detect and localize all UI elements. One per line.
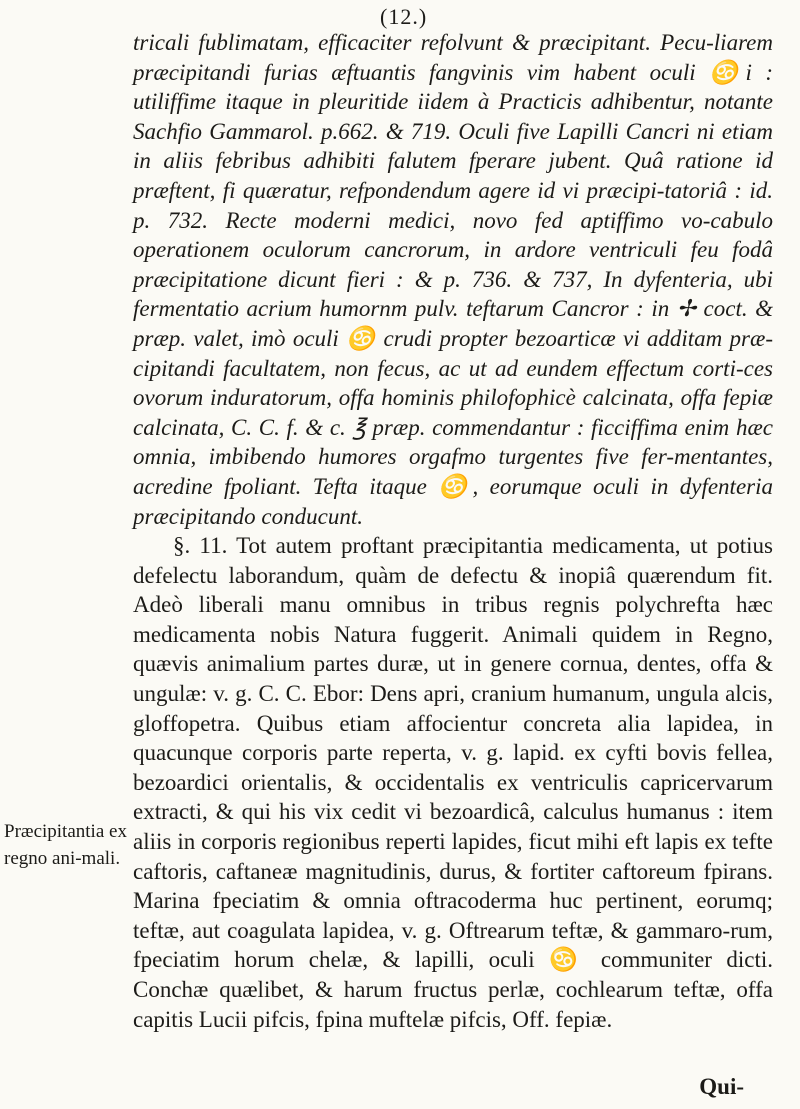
paragraph-italic-continuation: tricali fublimatam, efficaciter refolvunt & præcipitant. Pecu-liarem præcipitandi furias æftuantis fangvinis vim habent oculi ♋i : utiliffime itaque in pleuritide iidem à Practicis adhibentur, notante Sachfio Gammarol. p.662. & 719. Oculi five Lapilli Cancri ni etiam in aliis febribus adhibiti falutem fperare jubent. Quâ ratione id præftent, fi quæratur, refpondendum agere id vi præcipi-tatoriâ : id. p. 732. Recte moderni medici, novo fed aptiffimo vo-cabulo operationem oculorum cancrorum, in ardore ventriculi feu fodâ præcipitatione dicunt fieri : & p. 736. & 737, In dyfenteria, ubi fermentatio acrium humornm pulv. teftarum Cancror : in ✢ coct. & præp. valet, imò oculi ♋ crudi propter bezoarticæ vi additam præ-cipitandi facultatem, non fecus, ac ut ad eundem effectum corti-ces ovorum induratorum, offa hominis philofophicè calcinata, offa fepiæ calcinata, C. C. f. & c. ℥ præp. commendantur : ficciffima enim hæc omnia, imbibendo humores orgafmo turgentes five fer-mentantes, acredine fpoliant. Tefta itaque ♋, eorumque oculi in dyfenteria præcipitando conducunt. [133, 30, 773, 529]
marginal-note: Præcipitantia ex regno ani-mali. [4, 821, 127, 869]
catchword: Qui- [699, 1074, 744, 1099]
main-text-column [133, 28, 773, 1034]
paragraph-section-11: §. 11. Tot autem proftant præcipitantia medicamenta, ut potius defelectu laborandum, quàm de defectu & inopiâ quærendum fit. Adeò liberali manu omnibus in tribus regnis polychrefta hæc medicamenta nobis Natura fuggerit. Animali quidem in Regno, quævis animalium partes duræ, ut in genere cornua, dentes, offa & ungulæ: v. g. C. C. Ebor: Dens apri, cranium humanum, ungula alcis, gloffopetra. Quibus etiam affocientur concreta alia lapidea, in quacunque corporis parte reperta, v. g. lapid. ex cyfti bovis fellea, bezoardici orientalis, & occidentalis ex ventriculis capricervarum extracti, & qui his vix cedit vi bezoardicâ, calculus humanus : item aliis in corporis regionibus reperti lapides, ficut mihi eft lapis ex tefte caftoris, caftaneæ magnitudinis, durus, & fortiter caftoreum fpirans. Marina fpeciatim & omnia oftracoderma huc pertinent, eorumq; teftæ, aut coagulata lapidea, v. g. Oftrearum teftæ, & gammaro-rum, fpeciatim horum chelæ, & lapilli, oculi ♋ communiter dicti. Conchæ quælibet, & harum fructus perlæ, cochlearum teftæ, offa capitis Lucii pifcis, fpina muftelæ pifcis, Off. fepiæ. [133, 533, 773, 1032]
page-number: (12.) [380, 4, 428, 29]
